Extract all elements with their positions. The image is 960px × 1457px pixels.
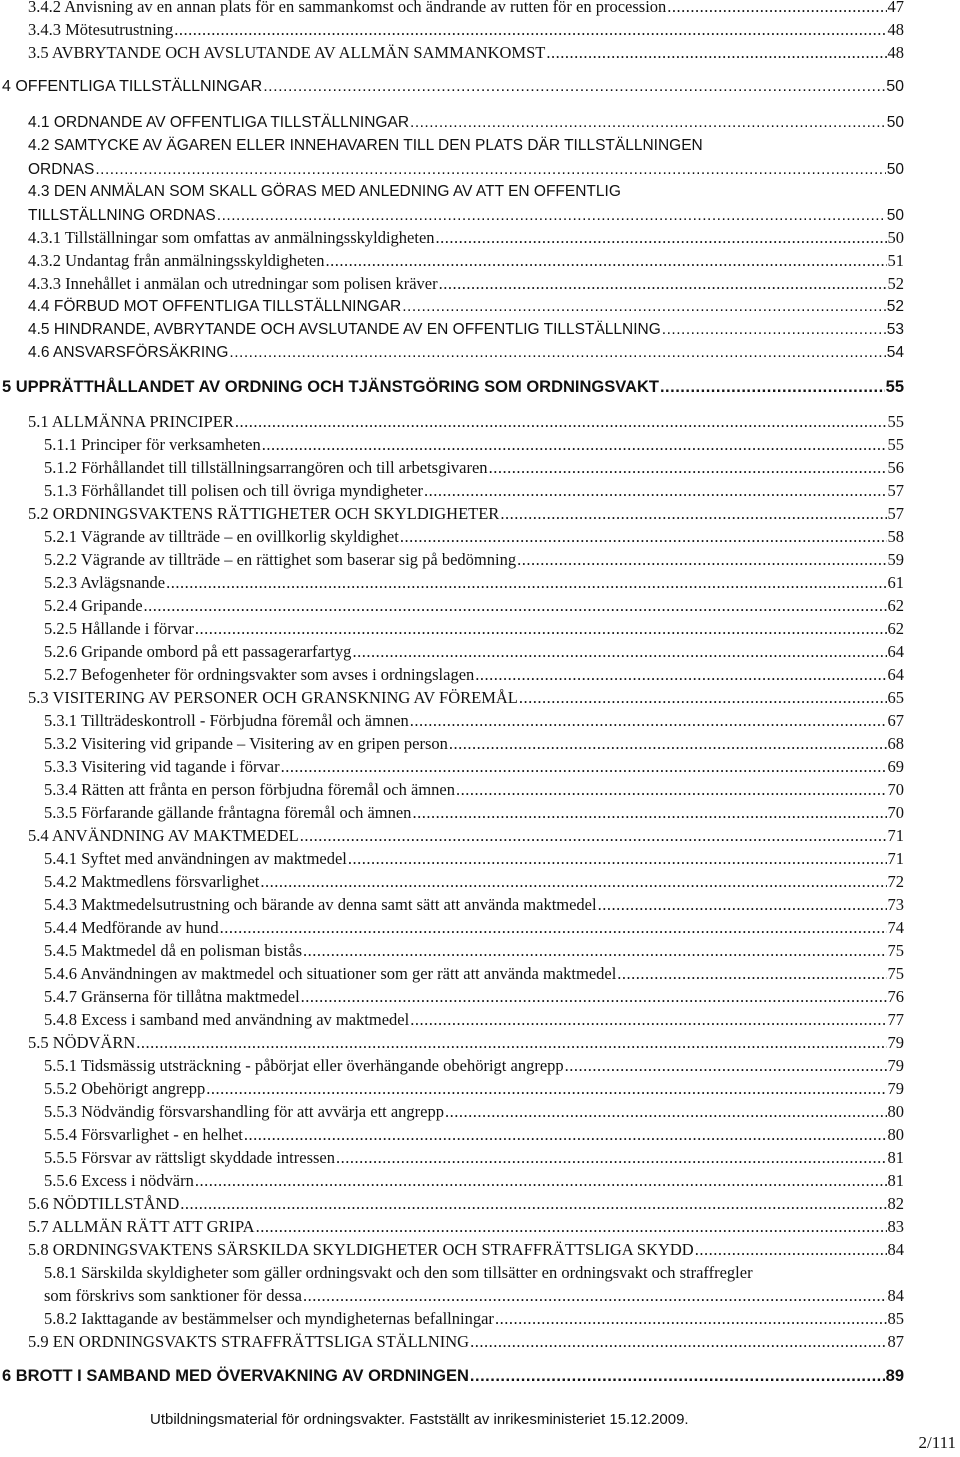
toc-page-number: 53 xyxy=(886,321,904,338)
toc-entry[interactable] xyxy=(44,711,904,731)
toc-page-number: 50 xyxy=(886,78,904,95)
toc-entry-title-line1: 5.8.1 Särskilda skyldigheter som gäller ordningsvakt och den som tillsätter en ordningsvakt och straffregler xyxy=(44,1263,753,1282)
toc-page-number: 68 xyxy=(887,734,904,753)
toc-entry-title: 4.3.3 Innehållet i anmälan och utredningar som polisen kräver xyxy=(28,274,438,293)
toc-entry[interactable] xyxy=(44,458,904,478)
leader-dots xyxy=(352,642,886,662)
leader-dots xyxy=(617,964,886,984)
toc-page-number: 50 xyxy=(886,161,904,178)
leader-dots xyxy=(445,1102,886,1122)
toc-entry[interactable] xyxy=(44,734,904,754)
toc-entry[interactable] xyxy=(44,1079,904,1099)
toc-page-number: 85 xyxy=(887,1309,904,1328)
toc-entry-title: 5.3.2 Visitering vid gripande – Visitering av en gripen person xyxy=(44,734,448,753)
toc-page-number: 62 xyxy=(887,619,904,638)
toc-entry[interactable] xyxy=(44,573,904,593)
toc-page-number: 87 xyxy=(887,1332,904,1351)
toc-page-number: 61 xyxy=(887,573,904,592)
toc-page-number: 55 xyxy=(885,378,904,396)
toc-entry[interactable] xyxy=(28,1332,904,1352)
toc-entry[interactable] xyxy=(44,1056,904,1076)
toc-entry-title: 4.1 ORDNANDE AV OFFENTLIGA TILLSTÄLLNINGAR xyxy=(28,114,410,131)
leader-dots xyxy=(456,780,887,800)
leader-dots xyxy=(263,77,885,97)
toc-entry[interactable] xyxy=(44,550,904,570)
toc-entry-title: 5.4.7 Gränserna för tillåtna maktmedel xyxy=(44,987,300,1006)
leader-dots xyxy=(195,619,887,639)
toc-page-number: 56 xyxy=(887,458,904,477)
toc-page-number: 84 xyxy=(887,1286,904,1305)
toc-page-number: 47 xyxy=(887,0,904,16)
leader-dots xyxy=(303,1286,886,1306)
toc-entry-title: 5.4.6 Användningen av maktmedel och situationer som ger rätt att använda maktmedel xyxy=(44,964,617,983)
toc-entry-title: 5.2 ORDNINGSVAKTENS RÄTTIGHETER OCH SKYLDIGHETER xyxy=(28,504,500,523)
toc-page-number: 81 xyxy=(887,1148,904,1167)
leader-dots xyxy=(235,412,887,432)
toc-entry-title: 5.3.1 Tillträdeskontroll - Förbjudna föremål och ämnen xyxy=(44,711,409,730)
leader-dots xyxy=(517,550,886,570)
toc-entry-title: 5.5.5 Försvar av rättsligt skyddade intressen xyxy=(44,1148,335,1167)
toc-page-number: 50 xyxy=(886,207,904,224)
toc-page-number: 84 xyxy=(887,1240,904,1259)
toc-entry-title: 5.3.4 Rätten att fråntа en person förbjudna föremål och ämnen xyxy=(44,780,455,799)
toc-entry[interactable] xyxy=(28,206,904,226)
leader-dots xyxy=(489,458,887,478)
toc-page-number: 80 xyxy=(887,1102,904,1121)
toc-page-number: 76 xyxy=(887,987,904,1006)
toc-page-number: 75 xyxy=(887,941,904,960)
toc-page-number: 55 xyxy=(887,435,904,454)
toc-entry-title: 5.5.1 Tidsmässig utsträckning - påbörjat eller överhängande obehörigt angrepp xyxy=(44,1056,564,1075)
toc-entry[interactable] xyxy=(44,964,904,984)
leader-dots xyxy=(303,941,887,961)
leader-dots xyxy=(667,0,886,17)
toc-entry-title: 5.7 ALLMÄN RÄTT ATT GRIPA xyxy=(28,1217,255,1236)
leader-dots xyxy=(402,297,886,317)
toc-entry[interactable] xyxy=(44,1010,904,1030)
leader-dots xyxy=(436,228,887,248)
toc-entry[interactable] xyxy=(28,20,904,40)
toc-entry-title: 5.1.1 Principer för verksamheten xyxy=(44,435,261,454)
leader-dots xyxy=(262,435,887,455)
toc-entry[interactable] xyxy=(44,941,904,961)
leader-dots xyxy=(336,1148,887,1168)
toc-entry-title: 5.5.6 Excess i nödvärn xyxy=(44,1171,194,1190)
toc-entry-title: 5.5.3 Nödvändig försvarshandling för att avvärja ett angrepp xyxy=(44,1102,445,1121)
leader-dots xyxy=(217,206,886,226)
toc-page-number: 71 xyxy=(887,849,904,868)
toc-entry[interactable] xyxy=(44,665,904,685)
toc-entry-title: 5.2.3 Avlägsnande xyxy=(44,573,166,592)
toc-page-number: 70 xyxy=(887,780,904,799)
footer-note: Utbildningsmaterial för ordningsvakter. Fastställt av inrikesministeriet 15.12.2009. xyxy=(150,1411,689,1428)
toc-entry-title: 5.8.2 Iakttagande av bestämmelser och myndigheternas befallningar xyxy=(44,1309,494,1328)
toc-entry[interactable] xyxy=(44,1102,904,1122)
toc-entry-title: 6 BROTT I SAMBAND MED ÖVERVAKNING AV ORDNINGEN xyxy=(2,1367,469,1385)
leader-dots xyxy=(301,987,887,1007)
toc-page-number: 79 xyxy=(887,1033,904,1052)
leader-dots xyxy=(410,113,886,133)
toc-page-number: 75 xyxy=(887,964,904,983)
toc-page-number: 59 xyxy=(887,550,904,569)
toc-entry-title: 5.4.5 Maktmedel då en polisman bistås xyxy=(44,941,302,960)
toc-entry-title: 5.3.5 Förfarande gällande fråntagna föremål och ämnen xyxy=(44,803,412,822)
toc-entry-title: 5.3.3 Visitering vid tagande i förvar xyxy=(44,757,280,776)
leader-dots xyxy=(95,160,885,180)
toc-page-number: 50 xyxy=(887,228,904,247)
leader-dots xyxy=(660,377,885,397)
leader-dots xyxy=(229,343,885,363)
toc-entry[interactable] xyxy=(44,1148,904,1168)
toc-entry[interactable] xyxy=(44,596,904,616)
toc-page-number: 52 xyxy=(886,298,904,315)
leader-dots xyxy=(565,1056,887,1076)
toc-entry[interactable] xyxy=(44,1286,904,1306)
toc-page-number: 70 xyxy=(887,803,904,822)
leader-dots xyxy=(256,1217,887,1237)
toc-entry-title-continued: ORDNAS xyxy=(28,161,95,178)
toc-page-number: 72 xyxy=(887,872,904,891)
toc-entry-title: 5.4.1 Syftet med användningen av maktmedel xyxy=(44,849,347,868)
leader-dots xyxy=(470,1332,886,1352)
toc-entry-title: 5.4.4 Medförande av hund xyxy=(44,918,219,937)
leader-dots xyxy=(144,596,887,616)
leader-dots xyxy=(598,895,887,915)
toc-entry-title: 5.4.2 Maktmedlens försvarlighet xyxy=(44,872,260,891)
toc-entry[interactable] xyxy=(44,435,904,455)
toc-entry-title-line1: 4.3 DEN ANMÄLAN SOM SKALL GÖRAS MED ANLEDNING AV ATT EN OFFENTLIG xyxy=(28,183,621,200)
leader-dots xyxy=(424,481,887,501)
toc-entry-title: 5.1 ALLMÄNNA PRINCIPER xyxy=(28,412,234,431)
toc-entry[interactable] xyxy=(28,43,904,63)
toc-entry-title-continued: TILLSTÄLLNING ORDNAS xyxy=(28,207,216,224)
toc-page-number: 67 xyxy=(887,711,904,730)
toc-page-number: 81 xyxy=(887,1171,904,1190)
toc-page-number: 79 xyxy=(887,1056,904,1075)
leader-dots xyxy=(206,1079,886,1099)
toc-page-number: 65 xyxy=(887,688,904,707)
leader-dots xyxy=(166,573,886,593)
toc-entry[interactable] xyxy=(44,1309,904,1329)
toc-entry[interactable] xyxy=(44,987,904,1007)
leader-dots xyxy=(400,527,887,547)
toc-entry-title: 5.1.3 Förhållandet till polisen och till övriga myndigheter xyxy=(44,481,423,500)
toc-page-number: 57 xyxy=(887,481,904,500)
toc-page-number: 79 xyxy=(887,1079,904,1098)
toc-entry[interactable] xyxy=(44,1125,904,1145)
leader-dots xyxy=(348,849,887,869)
toc-entry[interactable] xyxy=(28,343,904,363)
toc-entry-title: 4 OFFENTLIGA TILLSTÄLLNINGAR xyxy=(2,78,263,95)
toc-page-number: 64 xyxy=(887,665,904,684)
leader-dots xyxy=(439,274,887,294)
leader-dots xyxy=(260,872,886,892)
toc-entry[interactable] xyxy=(44,619,904,639)
leader-dots xyxy=(244,1125,887,1145)
toc-entry[interactable] xyxy=(44,803,904,823)
toc-page-number: 71 xyxy=(887,826,904,845)
toc-entry-title: 4.6 ANSVARSFÖRSÄKRING xyxy=(28,344,229,361)
toc-page-number: 51 xyxy=(887,251,904,270)
leader-dots xyxy=(174,20,886,40)
toc-entry[interactable] xyxy=(28,688,904,708)
leader-dots xyxy=(475,665,886,685)
toc-entry-title: 5.1.2 Förhållandet till tillställningsarrangören och till arbetsgivaren xyxy=(44,458,488,477)
toc-page-number: 58 xyxy=(887,527,904,546)
leader-dots xyxy=(449,734,887,754)
leader-dots xyxy=(519,688,887,708)
leader-dots xyxy=(662,320,886,340)
toc-entry-title: 5.4 ANVÄNDNING AV MAKTMEDEL xyxy=(28,826,299,845)
toc-entry[interactable] xyxy=(28,297,904,317)
toc-page-number: 57 xyxy=(887,504,904,523)
toc-entry-title: 5.4.8 Excess i samband med användning av maktmedel xyxy=(44,1010,410,1029)
toc-page-number: 48 xyxy=(887,43,904,62)
toc-page-number: 64 xyxy=(887,642,904,661)
toc-entry[interactable] xyxy=(28,1240,904,1260)
leader-dots xyxy=(300,826,887,846)
toc-entry-title: 5.2.1 Vägrande av tillträde – en ovillkorlig skyldighet xyxy=(44,527,399,546)
toc-entry-title: 4.5 HINDRANDE, AVBRYTANDE OCH AVSLUTANDE AV EN OFFENTLIG TILLSTÄLLNING xyxy=(28,321,661,338)
leader-dots xyxy=(470,1366,885,1386)
toc-entry[interactable] xyxy=(28,1217,904,1237)
toc-entry-title: 5.3 VISITERING AV PERSONER OCH GRANSKNING AV FÖREMÅL xyxy=(28,688,518,707)
toc-page-number: 82 xyxy=(887,1194,904,1213)
leader-dots xyxy=(180,1194,886,1214)
leader-dots xyxy=(325,251,886,271)
toc-entry[interactable] xyxy=(44,757,904,777)
toc-entry[interactable] xyxy=(28,412,904,432)
toc-entry[interactable] xyxy=(28,228,904,248)
toc-entry[interactable] xyxy=(44,1171,904,1191)
toc-entry-title: 5.6 NÖDTILLSTÅND xyxy=(28,1194,180,1213)
toc-page-number: 55 xyxy=(887,412,904,431)
toc-page-number: 77 xyxy=(887,1010,904,1029)
toc-entry[interactable] xyxy=(28,274,904,294)
toc-page-number: 74 xyxy=(887,918,904,937)
toc-page-number: 54 xyxy=(886,344,904,361)
toc-entry[interactable] xyxy=(44,642,904,662)
toc-entry-title: 5.8 ORDNINGSVAKTENS SÄRSKILDA SKYLDIGHETER OCH STRAFFRÄTTSLIGA SKYDD xyxy=(28,1240,694,1259)
toc-entry[interactable] xyxy=(44,849,904,869)
page-number: 2/111 xyxy=(918,1433,956,1452)
leader-dots xyxy=(500,504,886,524)
toc-entry-title: 5.2.6 Gripande ombord på ett passagerarfartyg xyxy=(44,642,352,661)
toc-entry-title: 4.4 FÖRBUD MOT OFFENTLIGA TILLSTÄLLNINGAR xyxy=(28,298,402,315)
toc-entry[interactable] xyxy=(44,527,904,547)
toc-entry-title: 3.5 AVBRYTANDE OCH AVSLUTANDE AV ALLMÄN SAMMANKOMST xyxy=(28,43,546,62)
toc-entry-title-continued: som förskrivs som sanktioner för dessa xyxy=(44,1286,303,1305)
toc-entry[interactable] xyxy=(28,320,904,340)
toc-entry-title: 3.4.2 Anvisning av en annan plats för en sammankomst och ändrande av rutten för en procession xyxy=(28,0,667,16)
toc-entry[interactable] xyxy=(44,872,904,892)
leader-dots xyxy=(412,803,886,823)
leader-dots xyxy=(410,711,887,731)
toc-entry[interactable] xyxy=(28,826,904,846)
leader-dots xyxy=(195,1171,887,1191)
toc-entry[interactable] xyxy=(28,1194,904,1214)
toc-entry-title: 4.3.2 Undantag från anmälningsskyldigheten xyxy=(28,251,325,270)
toc-page-number: 83 xyxy=(887,1217,904,1236)
toc-entry-title: 3.4.3 Mötesutrustning xyxy=(28,20,174,39)
toc-entry[interactable] xyxy=(28,0,904,17)
leader-dots xyxy=(546,43,886,63)
toc-page-number: 89 xyxy=(885,1367,904,1385)
toc-page-number: 48 xyxy=(887,20,904,39)
toc-page-number: 73 xyxy=(887,895,904,914)
toc-page-number: 80 xyxy=(887,1125,904,1144)
leader-dots xyxy=(695,1240,887,1260)
leader-dots xyxy=(136,1033,886,1053)
toc-entry-title: 5.2.7 Befogenheter för ordningsvakter som avses i ordningslagen xyxy=(44,665,475,684)
toc-chapter[interactable] xyxy=(2,377,904,397)
toc-entry-title: 5.5.4 Försvarlighet - en helhet xyxy=(44,1125,243,1144)
leader-dots xyxy=(220,918,887,938)
leader-dots xyxy=(495,1309,887,1329)
leader-dots xyxy=(410,1010,886,1030)
toc-chapter[interactable] xyxy=(2,1366,904,1386)
toc-entry-title: 5.2.4 Gripande xyxy=(44,596,143,615)
toc-entry[interactable] xyxy=(28,1033,904,1053)
toc-page-number: 62 xyxy=(887,596,904,615)
toc-page-number: 50 xyxy=(886,114,904,131)
toc-entry[interactable] xyxy=(44,895,904,915)
leader-dots xyxy=(281,757,887,777)
toc-entry[interactable] xyxy=(28,160,904,180)
toc-entry[interactable] xyxy=(28,113,904,133)
toc-entry[interactable] xyxy=(28,251,904,271)
toc-entry[interactable] xyxy=(44,481,904,501)
toc-entry-title-line1: 4.2 SAMTYCKE AV ÄGAREN ELLER INNEHAVAREN TILL DEN PLATS DÄR TILLSTÄLLNINGEN xyxy=(28,137,703,154)
toc-entry-title: 5.2.5 Hållande i förvar xyxy=(44,619,194,638)
toc-entry-title: 5.2.2 Vägrande av tillträde – en rättighet som baserar sig på bedömning xyxy=(44,550,517,569)
toc-page-number: 52 xyxy=(887,274,904,293)
toc-entry-title: 5.4.3 Maktmedelsutrustning och bärande av denna samt sätt att använda maktmedel xyxy=(44,895,597,914)
toc-entry-title: 5.5.2 Obehörigt angrepp xyxy=(44,1079,206,1098)
toc-entry[interactable] xyxy=(44,780,904,800)
toc-page-number: 69 xyxy=(887,757,904,776)
toc-entry-title: 4.3.1 Tillställningar som omfattas av anmälningsskyldigheten xyxy=(28,228,435,247)
toc-entry[interactable] xyxy=(44,918,904,938)
toc-entry-title: 5 UPPRÄTTHÅLLANDET AV ORDNING OCH TJÄNSTGÖRING SOM ORDNINGSVAKT xyxy=(2,378,659,396)
toc-entry[interactable] xyxy=(28,504,904,524)
toc-entry-title: 5.5 NÖDVÄRN xyxy=(28,1033,136,1052)
toc-chapter[interactable] xyxy=(2,77,904,97)
toc-entry-title: 5.9 EN ORDNINGSVAKTS STRAFFRÄTTSLIGA STÄLLNING xyxy=(28,1332,470,1351)
